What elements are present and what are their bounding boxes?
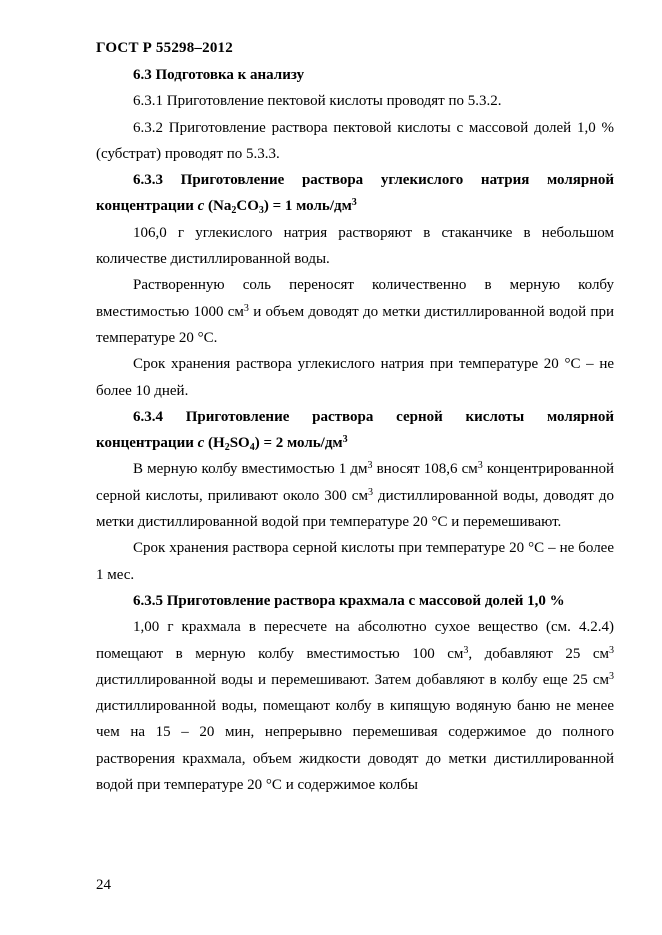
document-header: ГОСТ Р 55298–2012 xyxy=(96,40,233,56)
paragraph-text: Растворенную соль переносят количественно в мерную колбу вместимостью 1000 см xyxy=(96,277,614,320)
section-6-3-5-title: 6.3.5 Приготовление раствора крахмала с массовой долей 1,0 % xyxy=(133,592,565,609)
subscript: 2 xyxy=(224,442,230,454)
superscript: 3 xyxy=(609,644,615,656)
paragraph-6-3-4-2: Срок хранения раствора серной кислоты при температуре 20 °С – не более 1 мес. xyxy=(96,540,614,583)
superscript: 3 xyxy=(609,670,614,682)
paragraph-6-3-3-3: Срок хранения раствора углекислого натрия при температуре 20 °С – не более 10 дней. xyxy=(96,356,614,399)
paragraph-text: и объем доводят до метки дистиллированной водой при температуре 20 °С. xyxy=(96,303,614,346)
superscript: 3 xyxy=(367,486,373,498)
paragraph-text: вносят 108,6 см xyxy=(372,461,478,478)
section-6-3-4-title xyxy=(96,404,614,457)
paragraph-6-3-3-1: 106,0 г углекислого натрия растворяют в стаканчике в небольшом количестве дистиллированной воды. xyxy=(96,224,614,268)
title-text: 6.3.4 Приготовление раствора серной кислоты молярной концентрации xyxy=(96,408,614,452)
superscript: 3 xyxy=(367,460,373,472)
paragraph-6-3-5-1 xyxy=(96,614,614,798)
paragraph-text: , добавляют 25 см xyxy=(468,645,610,662)
title-text: ) = 1 моль/дм xyxy=(263,198,352,215)
superscript: 3 xyxy=(243,302,249,314)
title-text: 6.3.3 Приготовление раствора углекислого натрия молярной концентрации xyxy=(96,172,614,215)
paragraph-6-3-4-1 xyxy=(96,456,614,535)
superscript: 3 xyxy=(463,644,469,656)
concentration-symbol: c xyxy=(197,435,205,452)
paragraph-text: дистиллированной воды, помещают колбу в кипящую водяную баню не менее чем на 15 – 20 мин, непрерывно перемешивая содержимое до полного растворения крахмала, объем жидкости доводят до метки дистиллированной водой при температуре 20 °С и содержимое колбы xyxy=(96,698,614,794)
paragraph-6-3-2: 6.3.2 Приготовление раствора пектовой кислоты с массовой долей 1,0 % (субстрат) проводят по 5.3.3. xyxy=(96,119,614,162)
title-text: ) = 2 моль/дм xyxy=(254,435,343,452)
section-6-3-title: 6.3 Подготовка к анализу xyxy=(133,67,305,83)
superscript: 3 xyxy=(477,460,483,472)
subscript: 2 xyxy=(231,205,237,217)
title-text: CO xyxy=(236,198,259,215)
paragraph-text: дистиллированной воды, доводят до метки дистиллированной водой при температуре 20 °С и перемешивают. xyxy=(96,487,614,531)
superscript: 3 xyxy=(351,197,357,209)
paragraph-6-3-3-2 xyxy=(96,272,614,351)
subscript: 3 xyxy=(258,205,264,217)
concentration-symbol: c xyxy=(197,198,205,215)
page-number: 24 xyxy=(96,877,111,893)
paragraph-text: 1,00 г крахмала в пересчете на абсолютно сухое вещество (см. 4.2.4) помещают в мерную колбу вместимостью 100 см xyxy=(96,619,614,662)
paragraph-text: В мерную колбу вместимостью 1 дм xyxy=(133,461,368,478)
paragraph-6-3-1: 6.3.1 Приготовление пектовой кислоты проводят по 5.3.2. xyxy=(133,93,502,110)
title-text: SO xyxy=(229,435,250,452)
subscript: 4 xyxy=(249,442,255,454)
paragraph-text: дистиллированной воды и перемешивают. Затем добавляют в колбу еще 25 см xyxy=(96,671,609,688)
section-6-3-3-title xyxy=(96,167,614,220)
title-text: (H xyxy=(204,435,225,452)
document-body xyxy=(96,62,614,798)
paragraph-text: концентрированной серной кислоты, приливают около 300 см xyxy=(96,461,615,504)
title-text: (Na xyxy=(204,198,232,215)
superscript: 3 xyxy=(342,434,348,446)
